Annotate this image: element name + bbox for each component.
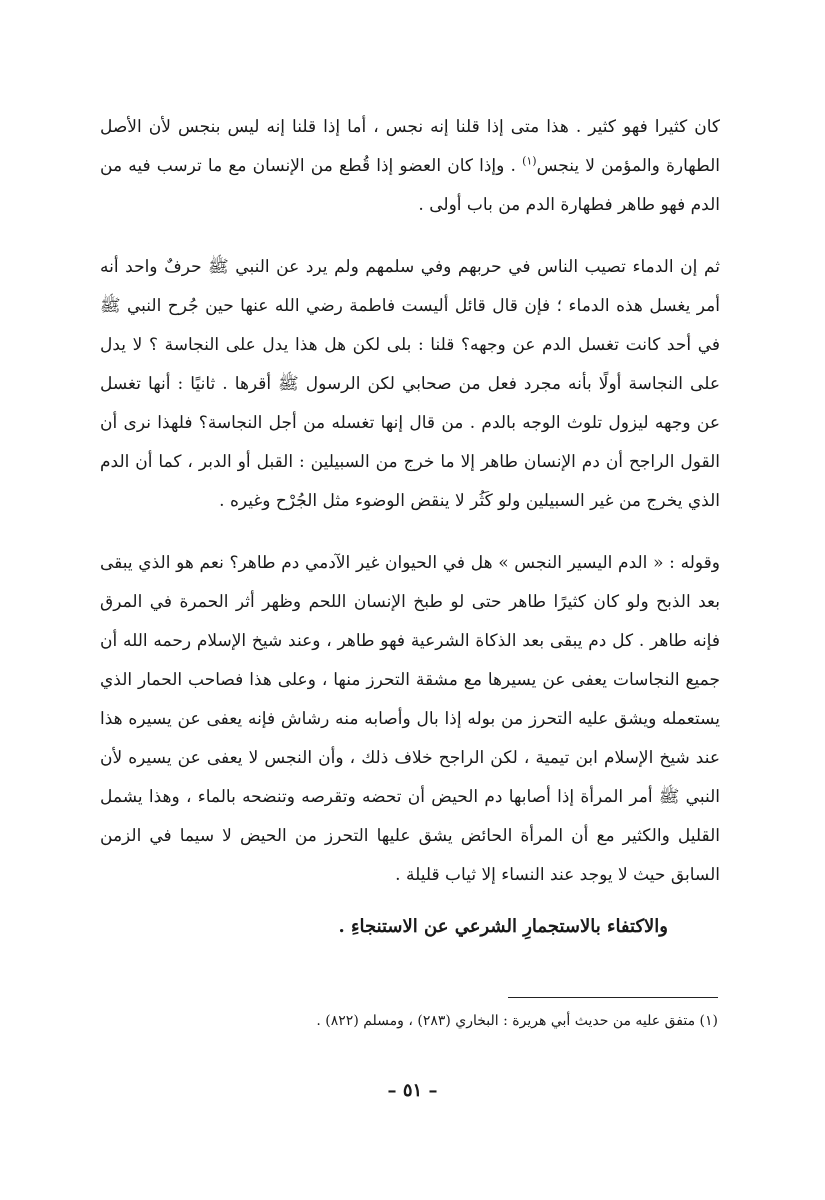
footnote-reference: (١)	[522, 154, 537, 168]
paragraph-3: وقوله : « الدم اليسير النجس » هل في الحيوان غير الآدمي دم طاهر؟ نعم هو الذي يبقى بعد الذبح ولو كان كثيرًا طاهر حتى لو طبخ الإنسان اللحم وظهر أثر الحمرة في المرق فإنه طاهر . كل دم يبقى بعد الذكاة الشرعية فهو طاهر ، وعند شيخ الإسلام رحمه الله أن جميع النجاسات يعفى عن يسيرها مع مشقة التحرز منها ، وعلى هذا فصاحب الحمار الذي يستعمله ويشق عليه التحرز من بوله إذا بال وأصابه منه رشاش فإنه يعفى عن يسيره هذا عند شيخ الإسلام ابن تيمية ، لكن الراجح خلاف ذلك ، وأن النجس لا يعفى عن يسيره لأن النبي ﷺ أمر المرأة إذا أصابها دم الحيض أن تحضه وتقرصه وتنضحه بالماء ، وهذا يشمل القليل والكثير مع أن المرأة الحائض يشق عليها التحرز من الحيض لا سيما في الزمن السابق حيث لا يوجد عند النساء إلا ثياب قليلة .	[100, 553, 720, 885]
paragraph-1-text-a: كان كثيرا فهو كثير . هذا متى إذا قلنا إنه نجس ، أما إذا قلنا إنه ليس بنجس لأن الأصل الطهارة والمؤمن لا ينجس	[100, 117, 720, 176]
page-number: – ٥١ –	[387, 1080, 438, 1101]
paragraph-1-text-b: . وإذا كان العضو إذا قُطع من الإنسان مع ما ترسب فيه من الدم فهو طاهر فطهارة الدم من باب أولى .	[100, 156, 720, 215]
footnote-divider	[508, 997, 718, 998]
section-heading: والاكتفاء بالاستجمارِ الشرعي عن الاستنجاءِ .	[338, 916, 668, 937]
paragraph-2: ثم إن الدماء تصيب الناس في حربهم وفي سلمهم ولم يرد عن النبي ﷺ حرفٌ واحد أنه أمر يغسل هذه الدماء ؛ فإن قال قائل أليست فاطمة رضي الله عنها حين جُرح النبي ﷺ في أحد كانت تغسل الدم عن وجهه؟ قلنا : بلى لكن هل هذا يدل على النجاسة ؟ لا يدل على النجاسة أولًا بأنه مجرد فعل من صحابي لكن الرسول ﷺ أقرها . ثانيًا : أنها تغسل عن وجهه ليزول تلوث الوجه بالدم . من قال إنها تغسله من أجل النجاسة؟ فلهذا نرى أن القول الراجح أن دم الإنسان طاهر إلا ما خرج من السبيلين : القبل أو الدبر ، كما أن الدم الذي يخرج من غير السبيلين ولو كَثُر لا ينقض الوضوء مثل الجُرْح وغيره .	[100, 257, 720, 511]
main-text	[100, 108, 720, 946]
footnote: (١) متفق عليه من حديث أبي هريرة : البخاري (٢٨٣) ، ومسلم (٨٢٢) .	[316, 1013, 718, 1029]
paragraph-1	[100, 108, 720, 225]
